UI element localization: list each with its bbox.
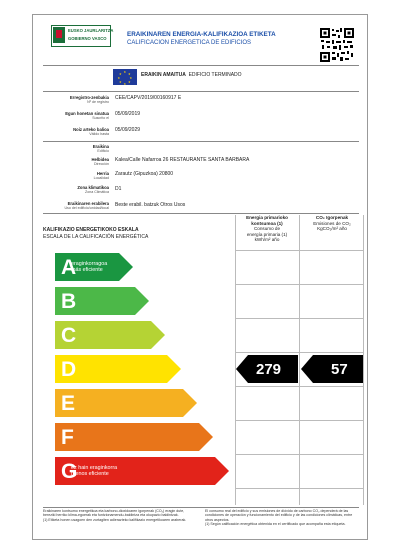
valid-until-sublabel: Válido hasta	[89, 132, 109, 136]
divider	[43, 65, 359, 66]
rating-arrow-d	[55, 355, 181, 383]
government-logo	[51, 25, 114, 47]
footer-right-note: El consumo real del edificio y sus emisiones de dióxido de carbono CO₂ dependerá de las condiciones de operación y funcionamiento del edificio y de las condiciones climáticas, entre otros aspectos.	[205, 509, 353, 522]
building-use-sublabel: Uso del edificio/unidad/local	[64, 206, 109, 210]
rating-arrow-e	[55, 389, 197, 417]
rating-caption-line1: eraginkorragoa	[71, 261, 108, 267]
rating-letter: A	[61, 256, 77, 279]
climate-zone-label: Zona klimatikoa	[77, 185, 109, 190]
address-sublabel: Dirección	[94, 162, 109, 166]
grid-line	[235, 352, 364, 353]
rating-letter: B	[61, 290, 77, 313]
climate-zone-sublabel: Zona Climática	[85, 190, 109, 194]
co2-header-line2: Emisiones de CO₂	[313, 220, 351, 226]
energy-column-header	[235, 215, 299, 243]
grid-line	[235, 250, 364, 251]
rating-arrow-caption	[71, 261, 107, 273]
energy-header-line3: Consumo de	[253, 226, 281, 232]
rating-letter: D	[61, 358, 77, 381]
town-sublabel: Localidad	[93, 176, 109, 180]
energy-label-page	[32, 14, 368, 540]
address-label: Helbidea	[91, 157, 109, 162]
divider	[43, 213, 359, 214]
address-value: Kalea/Calle Nafarroa 26 RESTAURANTE SANTA BARBARA	[115, 157, 250, 163]
building-label: Eraikina	[92, 144, 109, 149]
signed-date-sublabel: Suscrito el	[92, 116, 109, 120]
logo-line1: EUSKO JAURLARITZA	[68, 28, 114, 33]
rating-arrow-b	[55, 287, 149, 315]
building-status-basque: ERAIKIN AMAITUA	[141, 72, 186, 78]
rating-letter: G	[61, 460, 78, 483]
building-use-value: Beste erabil. batzuk Otros Usos	[115, 202, 186, 208]
eu-flag-icon: ★ ★ ★ ★ ★ ★ ★ ★	[113, 69, 137, 85]
label-title-spanish: CALIFICACION ENERGETICA DE EDIFICIOS	[127, 40, 252, 46]
rating-arrow-g	[55, 457, 229, 485]
rating-arrow-a	[55, 253, 133, 281]
signed-date-value: 05/09/2019	[115, 111, 141, 117]
building-status-spanish: EDIFICIO TERMINADO	[188, 72, 242, 78]
registry-number-value: CEE/CAPV/2019/00160917 E	[115, 95, 182, 101]
grid-line	[235, 284, 364, 285]
footer-left-note: Eraikinaren kontsumo energetikoa eta karbono-dioxidoaren igorpenak (CO₂) eragin dute, bereziki herriko klima-egoerak eta funtzionamendu-baldintza eta okupazio baldintzak.	[43, 509, 185, 518]
co2-column-header	[301, 215, 363, 232]
building-status	[141, 72, 242, 78]
building-sublabel: Edificio	[97, 149, 109, 153]
scale-title-basque: KALIFIKAZIO ENERGETIKOKO ESKALA	[43, 227, 139, 233]
energy-rating-badge	[236, 355, 298, 383]
label-title-basque: ERAIKINAREN ENERGIA-KALIFIKAZIOA ETIKETA	[127, 31, 276, 38]
grid-line	[363, 215, 364, 505]
scale-title-spanish: ESCALA DE LA CALIFICACIÓN ENERGÉTICA	[43, 234, 149, 240]
co2-rating-value: 57	[331, 361, 348, 378]
registry-number-sublabel: Nº de registro	[87, 100, 109, 104]
divider	[43, 141, 359, 142]
grid-line	[235, 454, 364, 455]
valid-until-label: Noiz arteko balioa	[73, 127, 109, 132]
grid-line	[235, 488, 364, 489]
signed-date-label: Egun honetan sinatua	[65, 111, 109, 116]
rating-letter: F	[61, 426, 74, 449]
footer-right	[205, 509, 361, 527]
rating-caption-line2: más eficiente	[71, 267, 103, 274]
logo-line2: GOBIERNO VASCO	[68, 36, 107, 41]
energy-rating-value: 279	[256, 361, 282, 378]
energy-header-line2: kontsumoa (1)	[251, 220, 283, 226]
rating-caption-line1: ez hain eraginkorra	[71, 465, 118, 471]
grid-line	[235, 386, 364, 387]
co2-rating-badge	[301, 355, 363, 383]
footer-left-footnote: (1) Etiketa honen usagoen den zurtagiten adierazteko kalifikazio energetikoaren araberak.	[43, 517, 187, 522]
rating-arrow-c	[55, 321, 165, 349]
rating-arrow-caption	[71, 465, 117, 477]
energy-header-line1: Energia primarioko	[246, 215, 288, 220]
qr-code-icon	[319, 27, 355, 63]
rating-arrow-f	[55, 423, 213, 451]
divider	[43, 507, 359, 508]
rating-caption-line2: menos eficiente	[71, 471, 109, 478]
energy-header-line4: energía primaria (1)	[246, 231, 288, 237]
co2-header-line1: CO₂ Igorpenak	[315, 215, 349, 220]
divider	[43, 91, 359, 92]
town-value: Zarautz (Gipuzkoa) 20800	[115, 171, 174, 177]
grid-line	[235, 420, 364, 421]
co2-header-line3: KgCO₂/m² año	[317, 226, 347, 232]
town-label: Herria	[96, 171, 109, 176]
energy-header-line5: kWh/m² año	[254, 237, 280, 243]
footer-right-footnote: (1) Según calificación energética obtenida en el certificado que acompaña esta etiqueta.	[205, 522, 346, 527]
rating-letter: E	[61, 392, 76, 415]
registry-number-label: Erregistro-zenbakia	[69, 95, 109, 100]
climate-zone-value: D1	[115, 186, 122, 192]
footer-left	[43, 509, 193, 522]
valid-until-value: 05/09/2029	[115, 127, 141, 133]
rating-letter: C	[61, 324, 77, 347]
building-use-label: Eraikinaren erabilera	[67, 201, 109, 206]
grid-line	[299, 215, 300, 505]
grid-line	[235, 318, 364, 319]
crest-icon	[53, 27, 65, 43]
